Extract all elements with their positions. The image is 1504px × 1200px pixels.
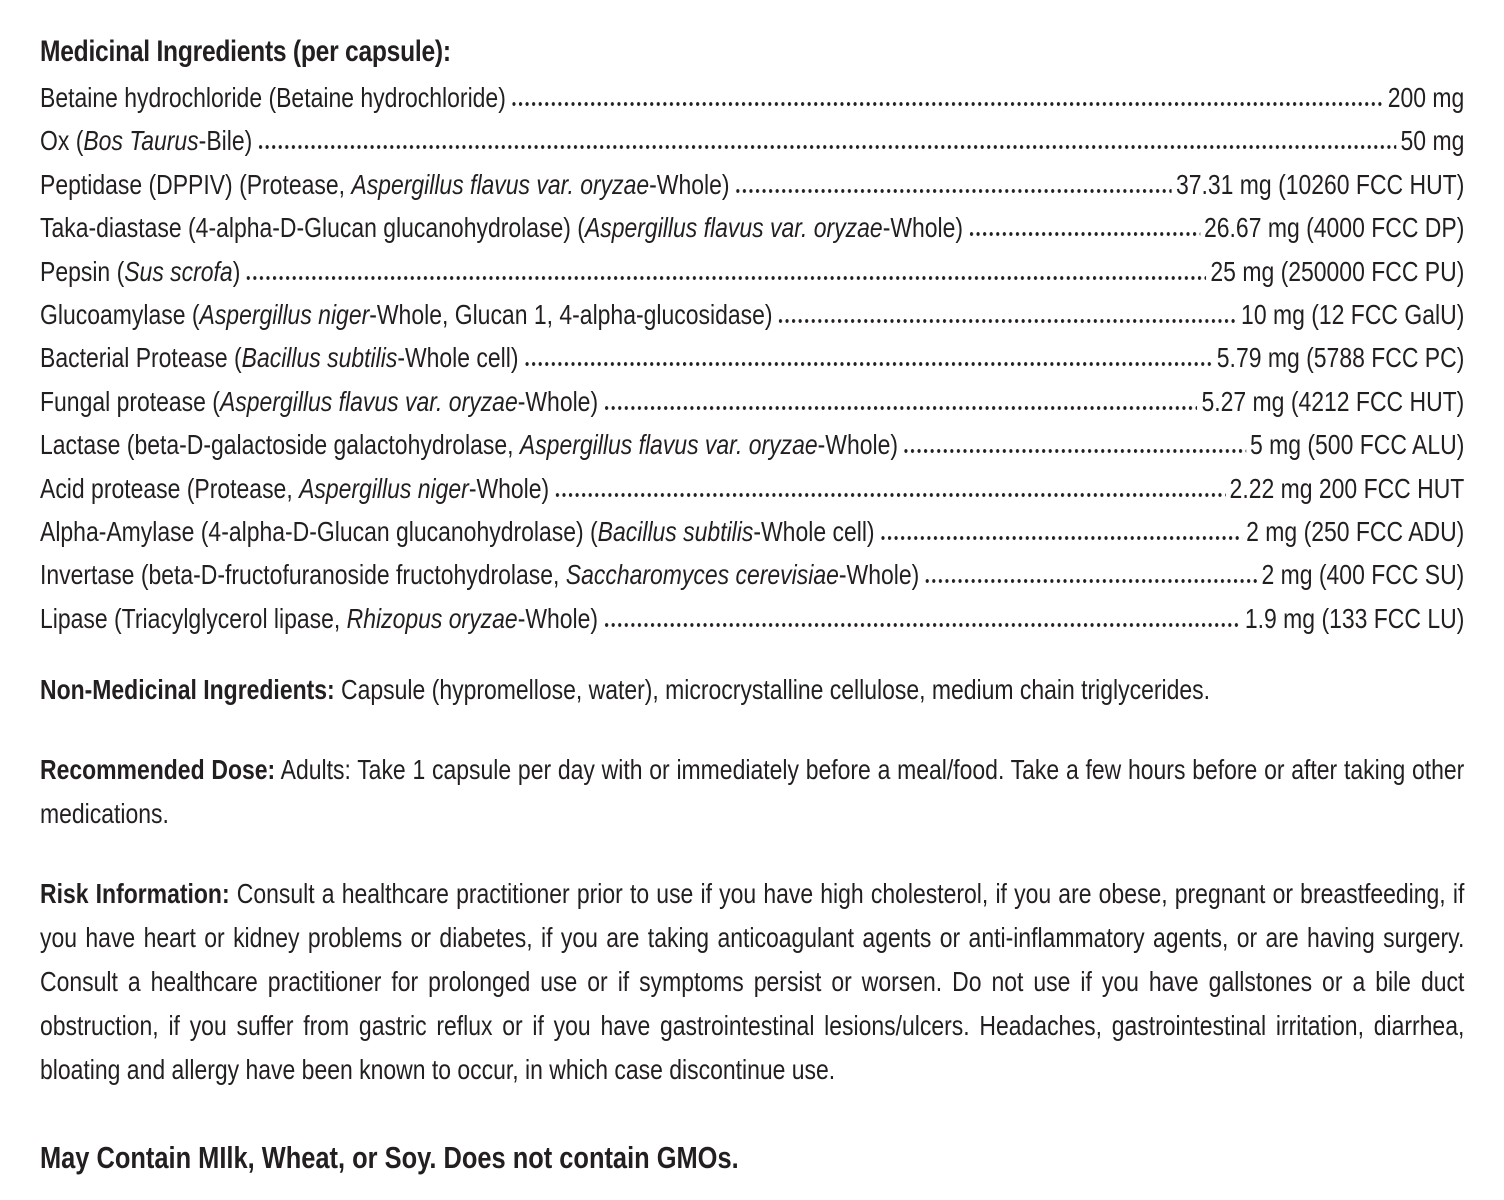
ingredient-row: [40, 510, 1464, 553]
dot-leader: [258, 144, 1396, 150]
dot-leader: [555, 492, 1226, 498]
ingredient-value: 26.67 mg (4000 FCC DP): [1204, 212, 1465, 244]
recommended-dose-text: Adults: Take 1 capsule per day with or immediately before a meal/food. Take a few hours before or after taking other medications.: [40, 754, 1465, 830]
ingredient-value: 2.22 mg 200 FCC HUT: [1229, 472, 1465, 504]
dot-leader: [604, 405, 1198, 411]
ingredient-value: 25 mg (250000 FCC PU): [1210, 255, 1465, 287]
ingredient-name: Pepsin (Sus scrofa): [40, 255, 241, 287]
ingredient-name: Invertase (beta-D-fructofuranoside fructohydrolase, Saccharomyces cerevisiae-Whole): [40, 559, 920, 591]
non-medicinal-text: Capsule (hypromellose, water), microcrystalline cellulose, medium chain triglycerides.: [341, 674, 1211, 706]
ingredient-name: Peptidase (DPPIV) (Protease, Aspergillus flavus var. oryzae-Whole): [40, 168, 730, 200]
ingredient-value: 200 mg: [1387, 82, 1465, 113]
dot-leader: [604, 622, 1241, 628]
ingredient-row: [40, 467, 1464, 510]
ingredient-row: [40, 553, 1464, 596]
ingredient-name: Ox (Bos Taurus-Bile): [40, 125, 253, 157]
ingredient-name: Glucoamylase (Aspergillus niger-Whole, Glucan 1, 4-alpha-glucosidase): [40, 299, 773, 331]
ingredient-row: [40, 597, 1464, 640]
ingredient-name: Betaine hydrochloride (Betaine hydrochloride): [40, 82, 506, 113]
ingredient-row: [40, 380, 1464, 423]
ingredient-value: 5.27 mg (4212 FCC HUT): [1201, 385, 1465, 417]
ingredient-row: [40, 206, 1464, 249]
ingredients-list: [40, 76, 1464, 640]
dot-leader: [246, 275, 1206, 281]
risk-information-label: Risk Information:: [40, 878, 230, 910]
ingredient-value: 2 mg (250 FCC ADU): [1246, 516, 1465, 548]
ingredient-value: 37.31 mg (10260 FCC HUT): [1175, 168, 1465, 200]
ingredient-row: [40, 119, 1464, 162]
ingredient-value: 2 mg (400 FCC SU): [1261, 559, 1465, 591]
recommended-dose-paragraph: [40, 748, 1464, 836]
dot-leader: [880, 535, 1242, 541]
medicinal-ingredients-heading: Medicinal Ingredients (per capsule):: [40, 35, 451, 68]
recommended-dose-label: Recommended Dose:: [40, 754, 276, 786]
label-content: [40, 30, 1464, 1180]
ingredient-row: [40, 163, 1464, 206]
risk-information-text: Consult a healthcare practitioner prior to use if you have high cholesterol, if you are obese, pregnant or breastfeeding, if you have heart or kidney problems or diabetes, if you are taking anticoagulant agents or anti-inflammatory agents, or are having surgery. Consult a healthcare practitioner for prolonged use or if symptoms persist or worsen. Do not use if you have gallstones or a bile duct obstruction, if you suffer from gastric reflux or if you have gastrointestinal lesions/ulcers. Headaches, gastrointestinal irritation, diarrhea, bloating and allergy have been known to occur, in which case discontinue use.: [40, 878, 1465, 1086]
non-medicinal-label: Non-Medicinal Ingredients:: [40, 674, 335, 706]
ingredient-name: Taka-diastase (4-alpha-D-Glucan glucanohydrolase) (Aspergillus flavus var. oryzae-Whole): [40, 212, 964, 244]
ingredient-value: 10 mg (12 FCC GalU): [1241, 299, 1465, 331]
ingredient-row: [40, 293, 1464, 336]
ingredient-name: Acid protease (Protease, Aspergillus niger-Whole): [40, 472, 550, 504]
ingredient-row: [40, 250, 1464, 293]
ingredient-name: Lipase (Triacylglycerol lipase, Rhizopus oryzae-Whole): [40, 602, 599, 634]
ingredient-value: 5.79 mg (5788 FCC PC): [1216, 342, 1465, 374]
risk-information-paragraph: [40, 872, 1464, 1092]
ingredient-name: Lactase (beta-D-galactoside galactohydrolase, Aspergillus flavus var. oryzae-Whole): [40, 429, 899, 461]
allergen-statement: May Contain MIlk, Wheat, or Soy. Does not contain GMOs.: [40, 1140, 739, 1176]
non-medicinal-paragraph: [40, 668, 1464, 712]
ingredient-row: [40, 336, 1464, 379]
dot-leader: [904, 448, 1246, 454]
ingredient-value: 5 mg (500 FCC ALU): [1249, 429, 1465, 461]
dot-leader: [735, 188, 1172, 194]
dot-leader: [969, 231, 1200, 237]
dot-leader: [925, 578, 1257, 584]
ingredient-name: Fungal protease (Aspergillus flavus var. oryzae-Whole): [40, 385, 599, 417]
ingredient-name: Bacterial Protease (Bacillus subtilis-Whole cell): [40, 342, 519, 374]
dot-leader: [524, 361, 1212, 367]
dot-leader: [778, 318, 1237, 324]
ingredient-value: 1.9 mg (133 FCC LU): [1244, 602, 1465, 634]
dot-leader: [512, 101, 1384, 107]
ingredient-value: 50 mg: [1400, 125, 1465, 157]
ingredient-row: [40, 423, 1464, 466]
ingredient-name: Alpha-Amylase (4-alpha-D-Glucan glucanohydrolase) (Bacillus subtilis-Whole cell): [40, 516, 875, 548]
ingredient-row: [40, 76, 1464, 119]
